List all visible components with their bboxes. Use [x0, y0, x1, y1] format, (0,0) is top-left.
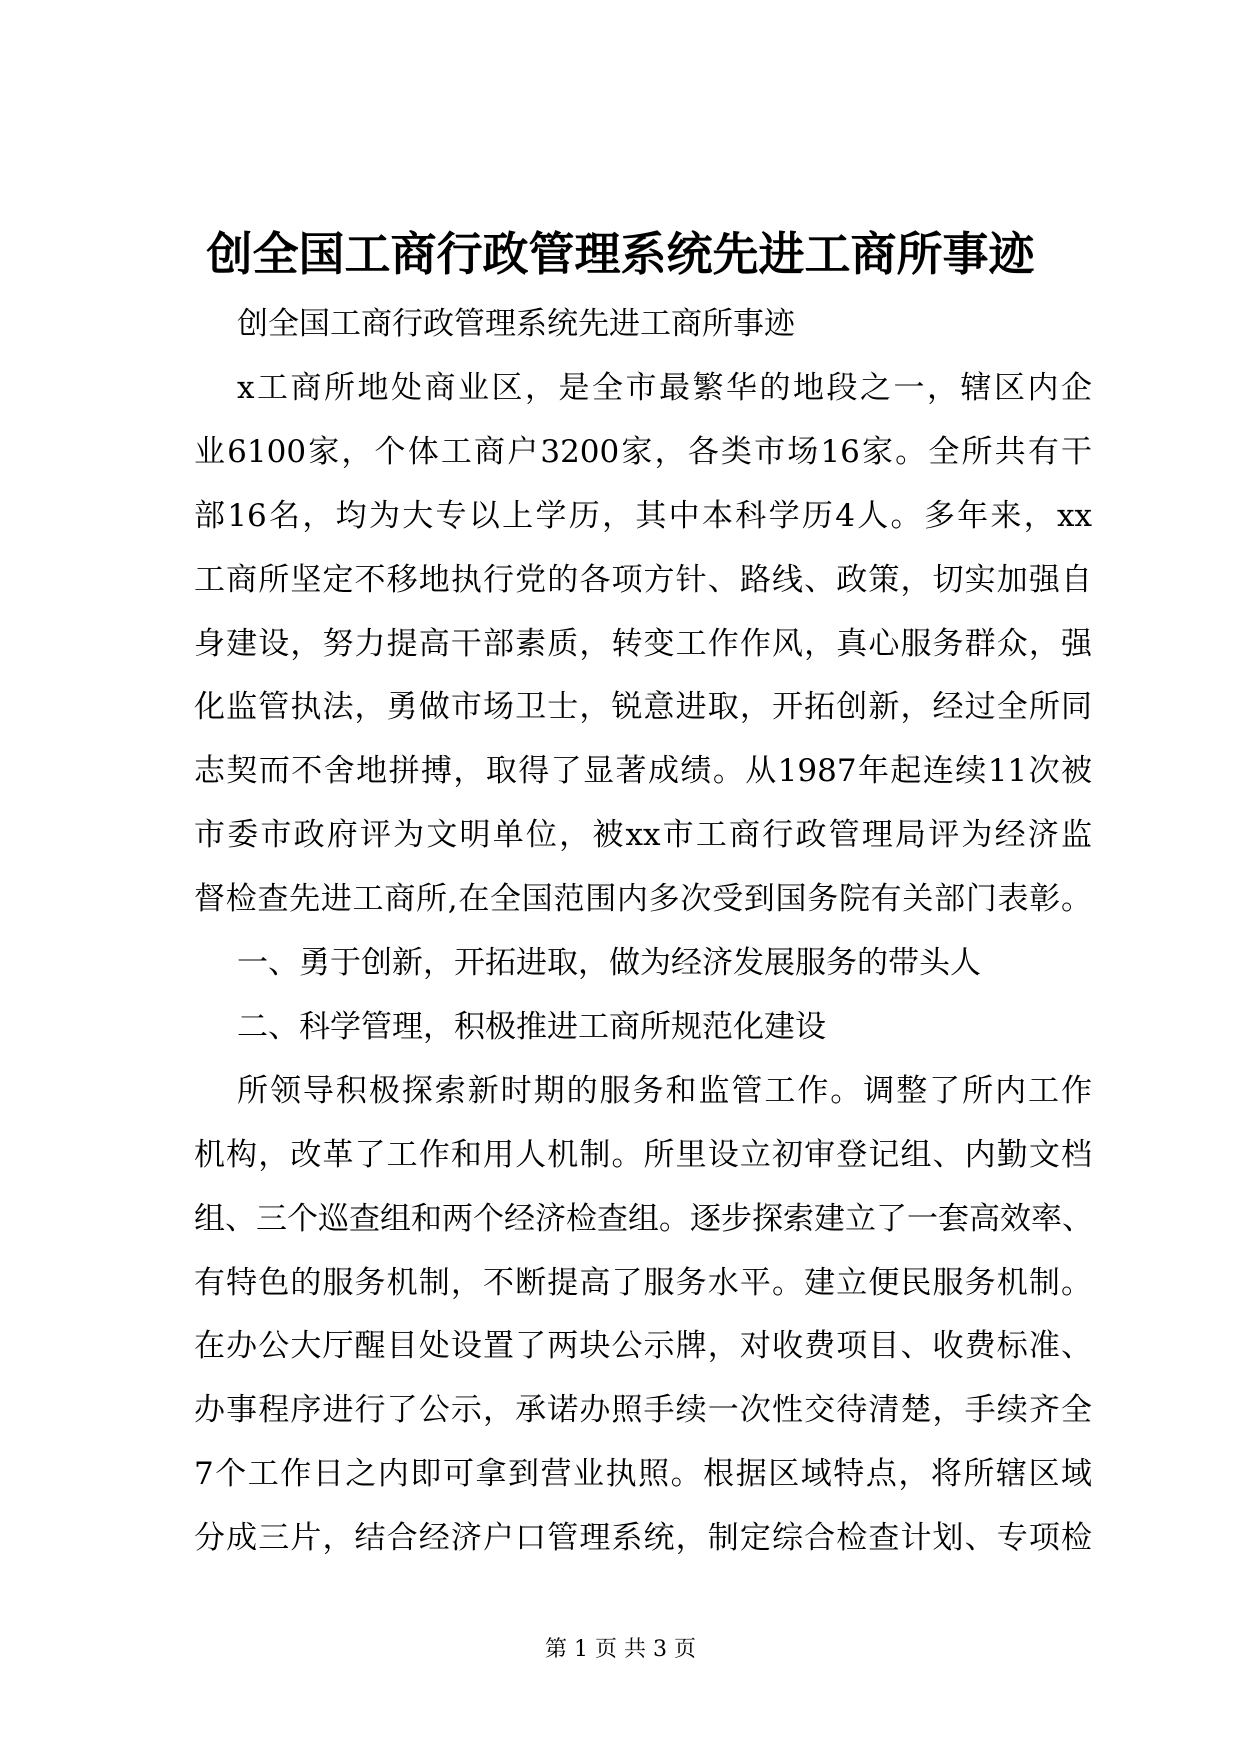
- section-heading: 一、勇于创新，开拓进取，做为经济发展服务的带头人: [237, 945, 981, 981]
- text-line: 创全国工商行政管理系统先进工商所事迹: [237, 306, 795, 342]
- text-line: 有特色的服务机制，不断提高了服务水平。建立便民服务机制。: [194, 1264, 1092, 1301]
- text-line: x工商所地处商业区，是全市最繁华的地段之一，辖区内企: [237, 369, 1092, 406]
- text-line: 组、三个巡查组和两个经济检查组。逐步探索建立了一套高效率、: [194, 1200, 1093, 1237]
- text-line: 市委市政府评为文明单位，被xx市工商行政管理局评为经济监: [194, 817, 1092, 854]
- text-line: 在办公大厅醒目处设置了两块公示牌，对收费项目、收费标准、: [194, 1328, 1092, 1365]
- text-line: 机构，改革了工作和用人机制。所里设立初审登记组、内勤文档: [194, 1136, 1092, 1173]
- text-line: 办事程序进行了公示，承诺办照手续一次性交待清楚，手续齐全: [194, 1392, 1092, 1429]
- page-number-footer: 第 1 页 共 3 页: [545, 1637, 696, 1662]
- text-line: 志契而不舍地拼搏，取得了显著成绩。从1987年起连续11次被: [194, 753, 1092, 790]
- text-line: 工商所坚定不移地执行党的各项方针、路线、政策，切实加强自: [194, 561, 1092, 598]
- text-line: 分成三片，结合经济户口管理系统，制定综合检查计划、专项检: [194, 1520, 1092, 1557]
- text-line: 业6100家，个体工商户3200家，各类市场16家。全所共有干: [194, 433, 1092, 470]
- text-line: 所领导积极探索新时期的服务和监管工作。调整了所内工作: [237, 1072, 1092, 1109]
- text-line: 部16名，均为大专以上学历，其中本科学历4人。多年来，xx: [194, 497, 1092, 534]
- section-heading: 二、科学管理，积极推进工商所规范化建设: [237, 1008, 826, 1045]
- text-line: 督检查先进工商所,在全国范围内多次受到国务院有关部门表彰。: [194, 881, 1092, 918]
- text-line: 化监管执法，勇做市场卫士，锐意进取，开拓创新，经过全所同: [194, 689, 1092, 726]
- text-line: 身建设，努力提高干部素质，转变工作作风，真心服务群众，强: [194, 625, 1092, 662]
- text-line: 7个工作日之内即可拿到营业执照。根据区域特点，将所辖区域: [194, 1456, 1092, 1493]
- document-title: 创全国工商行政管理系统先进工商所事迹: [206, 227, 1035, 281]
